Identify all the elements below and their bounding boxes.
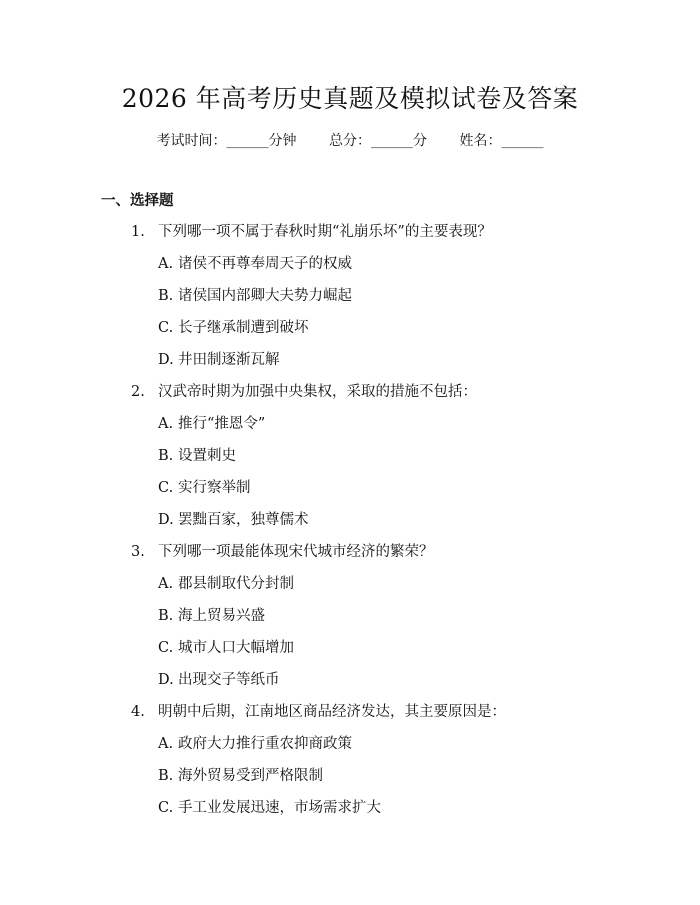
question-text: 下列哪一项最能体现宋代城市经济的繁荣？ bbox=[158, 544, 434, 560]
option-1a bbox=[158, 254, 352, 274]
exam-name-field: 姓名：______ bbox=[459, 133, 544, 149]
option-letter: D. bbox=[158, 512, 174, 528]
option-letter: B. bbox=[158, 608, 174, 624]
option-letter: B. bbox=[158, 448, 174, 464]
option-4b bbox=[158, 766, 323, 786]
option-text: 城市人口大幅增加 bbox=[178, 640, 294, 656]
option-text: 长子继承制遭到破坏 bbox=[178, 320, 309, 336]
question-number: 2. bbox=[131, 384, 145, 400]
option-letter: A. bbox=[158, 576, 174, 592]
option-3a bbox=[158, 574, 294, 594]
option-4c bbox=[158, 798, 381, 818]
option-text: 郡县制取代分封制 bbox=[178, 576, 294, 592]
option-text: 诸侯不再尊奉周天子的权威 bbox=[178, 256, 352, 272]
option-letter: D. bbox=[158, 352, 174, 368]
question-text: 下列哪一项不属于春秋时期“礼崩乐坏”的主要表现？ bbox=[158, 224, 492, 240]
option-letter: B. bbox=[158, 768, 174, 784]
question-1 bbox=[131, 222, 492, 242]
option-text: 海上贸易兴盛 bbox=[178, 608, 265, 624]
option-letter: A. bbox=[158, 736, 174, 752]
option-text: 出现交子等纸币 bbox=[178, 672, 280, 688]
question-text: 明朝中后期，江南地区商品经济发达，其主要原因是： bbox=[158, 704, 506, 720]
section-heading: 一、选择题 bbox=[101, 193, 174, 209]
question-4 bbox=[131, 702, 506, 722]
question-2 bbox=[131, 382, 477, 402]
option-text: 设置刺史 bbox=[178, 448, 236, 464]
option-text: 推行“推恩令” bbox=[178, 416, 266, 432]
option-letter: D. bbox=[158, 672, 174, 688]
option-letter: A. bbox=[158, 256, 174, 272]
option-letter: C. bbox=[158, 640, 174, 656]
option-3d bbox=[158, 670, 280, 690]
option-2d bbox=[158, 510, 309, 530]
exam-total-score: 总分：______分 bbox=[329, 133, 427, 149]
option-4a bbox=[158, 734, 352, 754]
option-text: 井田制逐渐瓦解 bbox=[178, 352, 280, 368]
option-text: 诸侯国内部卿大夫势力崛起 bbox=[178, 288, 352, 304]
option-1d bbox=[158, 350, 280, 370]
option-text: 手工业发展迅速，市场需求扩大 bbox=[178, 800, 381, 816]
question-number: 1. bbox=[131, 224, 145, 240]
option-letter: B. bbox=[158, 288, 174, 304]
option-3b bbox=[158, 606, 265, 626]
option-2b bbox=[158, 446, 236, 466]
option-1c bbox=[158, 318, 309, 338]
question-text: 汉武帝时期为加强中央集权，采取的措施不包括： bbox=[158, 384, 477, 400]
exam-time: 考试时间：______分钟 bbox=[156, 133, 297, 149]
option-text: 实行察举制 bbox=[178, 480, 251, 496]
question-3 bbox=[131, 542, 434, 562]
option-letter: A. bbox=[158, 416, 174, 432]
option-3c bbox=[158, 638, 294, 658]
option-2a bbox=[158, 414, 265, 434]
exam-meta bbox=[0, 131, 700, 151]
option-2c bbox=[158, 478, 251, 498]
question-number: 4. bbox=[131, 704, 145, 720]
page-title: 2026 年高考历史真题及模拟试卷及答案 bbox=[121, 84, 579, 113]
option-text: 政府大力推行重农抑商政策 bbox=[178, 736, 352, 752]
option-text: 罢黜百家，独尊儒术 bbox=[178, 512, 309, 528]
option-letter: C. bbox=[158, 800, 174, 816]
option-1b bbox=[158, 286, 352, 306]
option-letter: C. bbox=[158, 480, 174, 496]
option-text: 海外贸易受到严格限制 bbox=[178, 768, 323, 784]
question-number: 3. bbox=[131, 544, 145, 560]
option-letter: C. bbox=[158, 320, 174, 336]
